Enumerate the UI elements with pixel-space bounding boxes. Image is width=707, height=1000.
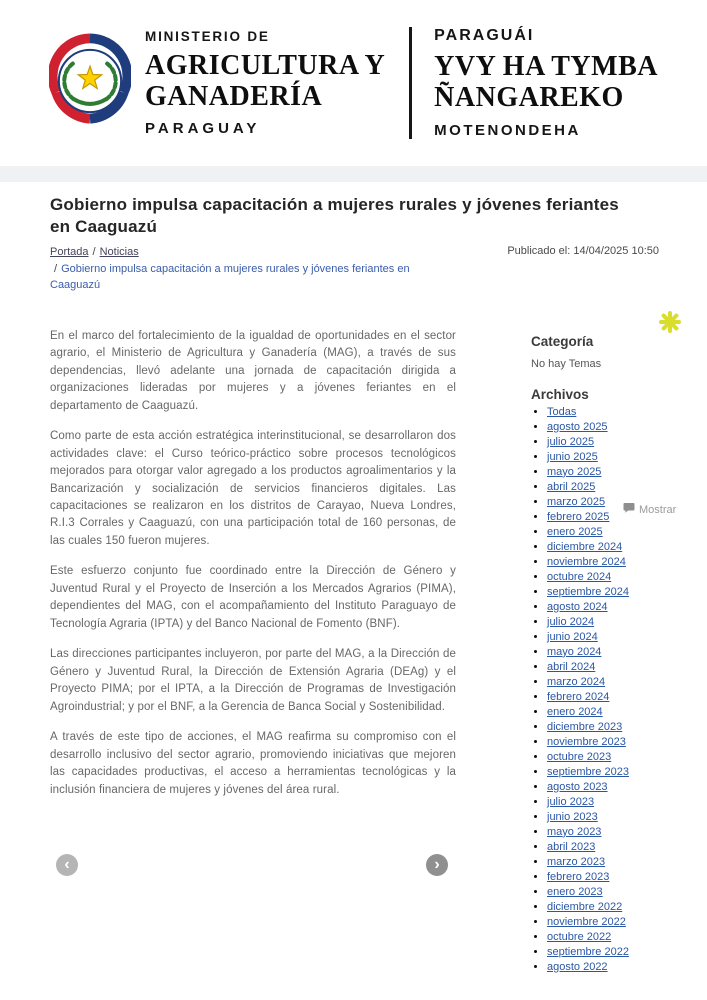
page-title: Gobierno impulsa capacitación a mujeres rurales y jóvenes feriantes en Caaguazú [50,195,619,237]
archive-item [547,812,671,824]
article-body [50,328,456,977]
breadcrumb-section-link[interactable]: Noticias [99,245,139,258]
archive-item [547,932,671,944]
breadcrumb-separator-2: / [54,262,58,275]
archive-link[interactable]: julio 2025 [547,435,595,448]
breadcrumb-separator: / [92,245,96,258]
ministry-kicker: MINISTERIO DE [145,29,270,45]
archive-link[interactable]: noviembre 2022 [547,915,626,928]
archive-item [547,917,671,929]
archive-item [547,467,671,479]
archive-link[interactable]: mayo 2023 [547,825,602,838]
show-tooltip[interactable] [620,500,681,519]
archive-link[interactable]: noviembre 2023 [547,735,626,748]
ministry-wordmark [145,30,385,135]
archive-item [547,887,671,899]
article-header [36,182,671,294]
ministry-name-line2: GANADERÍA [145,80,323,112]
archive-link[interactable]: marzo 2024 [547,675,606,688]
category-title: Categoría [531,333,594,349]
archive-link[interactable]: septiembre 2024 [547,585,629,598]
published-date: Publicado el: 14/04/2025 10:50 [507,245,659,257]
archive-item [547,647,671,659]
archive-link[interactable]: enero 2025 [547,525,603,538]
archive-item [547,422,671,434]
archives-list [531,407,671,974]
article-paragraph: Como parte de esta acción estratégica interinstitucional, se desarrollaron dos actividades clave: el Curso teórico-práctico sobre procesos tecnológicos mejorados para otorgar valor agregado a los productos agroalimentarios y la Bancarización y socialización de servicios financieros digitales. Las capacitaciones se realizaron en los distritos de Carayao, Nueva Londres, R.I.3 Corrales y Caaguazú, con una participación total de 160 personas, de las cuales 150 fueron mujeres. [50,430,456,547]
accessibility-widget-button[interactable] [659,311,681,336]
archive-item [547,767,671,779]
archive-link[interactable]: octubre 2023 [547,750,612,763]
archive-item [547,587,671,599]
archive-link[interactable]: agosto 2024 [547,600,608,613]
archive-item [547,902,671,914]
archive-link[interactable]: octubre 2022 [547,930,612,943]
archive-link[interactable]: agosto 2025 [547,420,608,433]
breadcrumb [50,246,480,294]
archive-item [547,692,671,704]
archive-item [547,572,671,584]
archive-link[interactable]: diciembre 2022 [547,900,623,913]
archive-link[interactable]: Todas [547,405,577,418]
archive-item [547,722,671,734]
archive-item [547,617,671,629]
archive-link[interactable]: mayo 2025 [547,465,602,478]
ministry-logo[interactable] [49,33,131,134]
content-card [36,182,671,1000]
archive-item [547,632,671,644]
archive-link[interactable]: agosto 2023 [547,780,608,793]
archive-link[interactable]: abril 2025 [547,480,596,493]
archive-item [547,827,671,839]
archive-link[interactable]: agosto 2022 [547,960,608,973]
breadcrumb-current: Gobierno impulsa capacitación a mujeres rurales y jóvenes feriantes en Caaguazú [50,262,410,291]
header-divider [409,27,412,139]
guarani-name-line2: ÑANGAREKO [434,82,624,113]
archive-item [547,677,671,689]
archive-link[interactable]: abril 2024 [547,660,596,673]
breadcrumb-line1 [50,246,480,258]
breadcrumb-line2 [50,262,450,294]
archive-link[interactable]: septiembre 2023 [547,765,629,778]
archive-item [547,407,671,419]
sidebar [531,328,671,977]
archive-link[interactable]: abril 2023 [547,840,596,853]
article-paragraph: En el marco del fortalecimiento de la igualdad de oportunidades en el sector agrario, el Ministerio de Agricultura y Ganadería (MAG), a través de sus dependencias, llevó adelante una jornada de capacitación dirigida a organizaciones lideradas por mujeres y a jóvenes feriantes en el departamento de Caaguazú. [50,329,456,412]
archive-item [547,662,671,674]
site-header [0,0,707,166]
archive-item [547,542,671,554]
archive-link[interactable]: mayo 2024 [547,645,602,658]
archive-item [547,557,671,569]
body-row [36,328,671,977]
archive-item [547,602,671,614]
article-paragraph: Las direcciones participantes incluyeron, por parte del MAG, a la Dirección de Género y Juventud Rural, la Dirección de Extensión Agraria (DEAg) y el Proyecto PIMA; por el IPTA, a la Dirección de Programas de Investigación Agroindustrial; y por el BNF, a la Gerencia de Banca Social y Sostenibilidad. [50,648,456,713]
archive-link[interactable]: julio 2024 [547,615,595,628]
article-paragraph: Este esfuerzo conjunto fue coordinado entre la Dirección de Género y Juventud Rural y el Proyecto de Inserción a los Mercados Agrarios (PIMA), dependientes del MAG, con el acompañamiento del Instituto Paraguayo de Tecnología Agraria (IPTA) y del Banco Nacional de Fomento (BNF). [50,565,456,630]
archive-link[interactable]: febrero 2024 [547,690,610,703]
archive-item [547,797,671,809]
archive-item [547,482,671,494]
guarani-tagline: MOTENONDEHA [434,121,581,139]
archive-item [547,857,671,869]
archive-item [547,707,671,719]
next-article-button[interactable]: › [426,854,448,876]
breadcrumb-home-link[interactable]: Portada [50,245,89,258]
archive-link[interactable]: febrero 2025 [547,510,610,523]
archive-item [547,872,671,884]
article-paragraph: A través de este tipo de acciones, el MAG reafirma su compromiso con el desarrollo inclusivo del sector agrario, promoviendo iniciativas que mejoren las capacidades productivas, el acceso a herramientas tecnológicas y la inclusión financiera de mujeres y jóvenes del área rural. [50,731,456,796]
archive-link[interactable]: marzo 2025 [547,495,606,508]
archive-link[interactable]: octubre 2024 [547,570,612,583]
archive-link[interactable]: diciembre 2024 [547,540,623,553]
archive-item [547,737,671,749]
archive-item [547,437,671,449]
archive-link[interactable]: marzo 2023 [547,855,606,868]
archive-link[interactable]: junio 2025 [547,450,598,463]
archive-link[interactable]: enero 2024 [547,705,603,718]
archive-item [547,527,671,539]
archive-link[interactable]: noviembre 2024 [547,555,626,568]
header-separator-strip [0,166,707,182]
archives-title: Archivos [531,386,589,402]
archive-item [547,947,671,959]
prev-article-button[interactable]: ‹ [56,854,78,876]
archive-item [547,452,671,464]
archive-link[interactable]: septiembre 2022 [547,945,629,958]
archive-item [547,782,671,794]
category-empty-text: No hay Temas [531,357,602,370]
archive-link[interactable]: febrero 2023 [547,870,610,883]
archive-link[interactable]: julio 2023 [547,795,595,808]
archive-item [547,962,671,974]
guarani-kicker: PARAGUÁI [434,27,535,45]
speech-bubble-icon [623,502,635,517]
paraguay-coat-of-arms-icon [49,116,131,133]
yellow-asterisk-icon [659,321,681,336]
guarani-wordmark [434,27,658,139]
archive-item [547,842,671,854]
archive-link[interactable]: junio 2023 [547,810,598,823]
show-tooltip-label: Mostrar [639,503,677,516]
ministry-name-line1: AGRICULTURA Y [145,49,386,81]
archive-item [547,752,671,764]
archive-link[interactable]: enero 2023 [547,885,603,898]
archive-link[interactable]: diciembre 2023 [547,720,623,733]
archive-link[interactable]: junio 2024 [547,630,598,643]
ministry-country: PARAGUAY [145,119,261,137]
guarani-name-line1: YVY HA TYMBA [434,51,658,83]
